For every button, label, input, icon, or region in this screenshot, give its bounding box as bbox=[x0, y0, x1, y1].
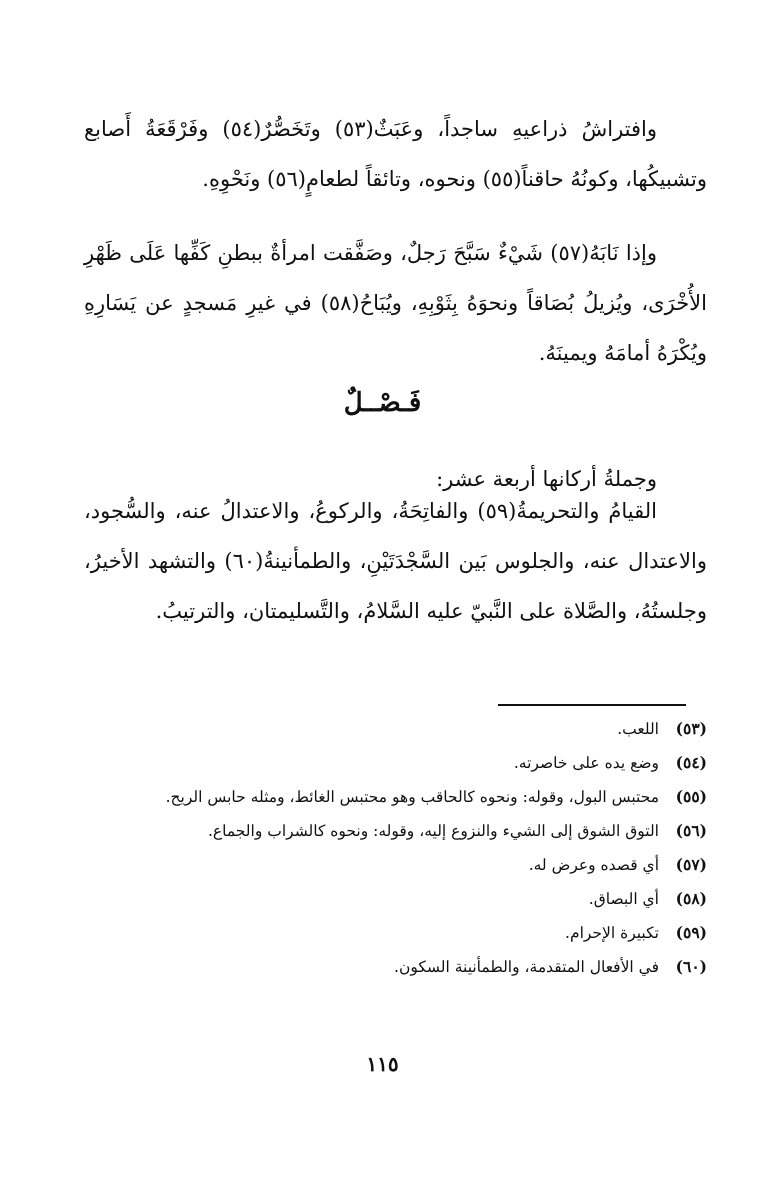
footnote-text: أي البصاق. bbox=[588, 890, 659, 908]
footnote-item bbox=[84, 848, 707, 882]
section-heading: فَـصْــلٌ bbox=[343, 388, 422, 418]
footnote-text: تكبيرة الإحرام. bbox=[565, 924, 659, 942]
body-paragraph-3: وجملةُ أركانها أربعة عشر: bbox=[436, 467, 657, 491]
footnote-divider bbox=[498, 704, 686, 706]
body-paragraph-1: وافتراشُ ذراعيهِ ساجداً، وعَبَثٌ(٥٣) وتَخَصُّرٌ(٥٤) وفَرْقَعَةُ أَصابع وتشبيكُها، وكونُهُ حاقناً(٥٥) ونحوه، وتائقاً لطعامٍ(٥٦) ونَحْوِهِ. bbox=[84, 117, 707, 191]
footnote-text: محتبس البول، وقوله: ونحوه كالحاقب وهو محتبس الغائط، ومثله حابس الريح. bbox=[165, 788, 659, 806]
footnote-item bbox=[84, 746, 707, 780]
footnote-number: (٥٣) bbox=[675, 719, 707, 738]
page-number: ١١٥ bbox=[366, 1052, 399, 1076]
footnote-text: التوق الشوق إلى الشيء والنزوع إليه، وقوله: ونحوه كالشراب والجماع. bbox=[207, 822, 659, 840]
footnote-text: اللعب. bbox=[617, 720, 659, 738]
footnote-number: (٥٤) bbox=[675, 753, 707, 772]
footnote-item bbox=[84, 916, 707, 950]
footnote-item bbox=[84, 882, 707, 916]
footnote-number: (٦٠) bbox=[675, 957, 707, 976]
footnote-number: (٥٦) bbox=[675, 821, 707, 840]
footnote-number: (٥٥) bbox=[675, 787, 707, 806]
footnote-item bbox=[84, 712, 707, 746]
footnote-text: وضع يده على خاصرته. bbox=[513, 754, 659, 772]
footnote-item bbox=[84, 950, 707, 984]
footnote-text: أي قصده وعرض له. bbox=[528, 856, 659, 874]
footnote-number: (٥٧) bbox=[675, 855, 707, 874]
body-paragraph-4: القيامُ والتحريمةُ(٥٩) والفاتِحَةُ، والركوعُ، والاعتدالُ عنه، والسُّجود، والاعتدال عنه، والجلوس بَين السَّجْدَتَيْنِ، والطمأنينةُ(٦٠) والتشهد الأخيرُ، وجلستُهُ، والصَّلاة على النَّبيّ عليه السَّلامُ، والتَّسليمتان، والترتيبُ. bbox=[84, 499, 707, 623]
footnote-item bbox=[84, 780, 707, 814]
footnote-number: (٥٩) bbox=[675, 923, 707, 942]
footnotes-list bbox=[84, 712, 707, 984]
body-paragraph-2: وإذا نَابَهُ(٥٧) شَيْءٌ سَبَّحَ رَجلٌ، وصَفَّقت امرأةٌ ببطنِ كَفِّها عَلَى ظَهْرِ الأُخْرَى، ويُزيلُ بُصَاقاً ونحوَهُ بِثَوْبِهِ، ويُبَاحُ(٥٨) في غيرِ مَسجدٍ عن يَسَارِهِ ويُكْرَهُ أمامَهُ ويمينَهُ. bbox=[84, 241, 707, 365]
footnote-number: (٥٨) bbox=[675, 889, 707, 908]
footnote-text: في الأفعال المتقدمة، والطمأنينة السكون. bbox=[394, 958, 659, 976]
footnote-item bbox=[84, 814, 707, 848]
